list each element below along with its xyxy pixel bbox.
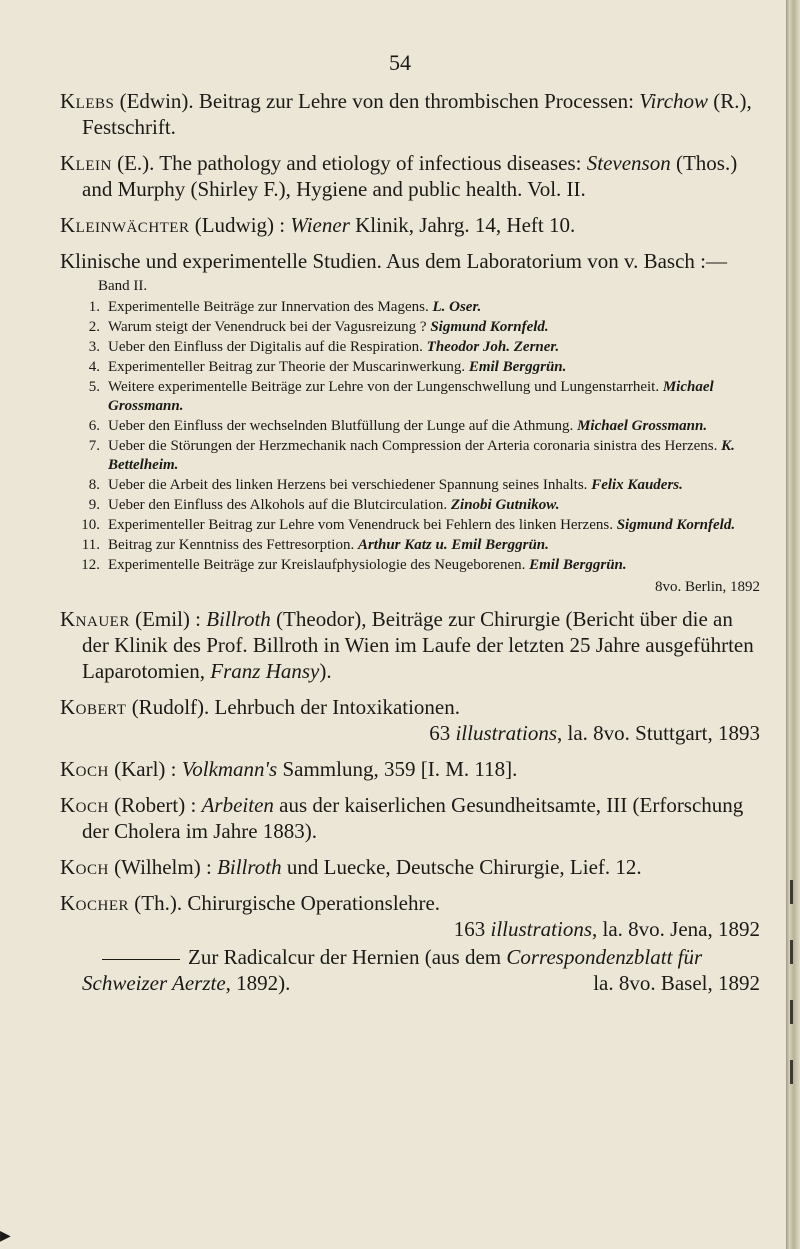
author: Koch [60, 793, 109, 817]
item-text [108, 476, 760, 495]
item-text [108, 437, 760, 475]
item-author: L. Oser. [432, 299, 482, 315]
list-item [60, 338, 760, 357]
page-number: 54 [389, 50, 411, 75]
entry-text: (Rudolf). Lehrbuch der Intoxikationen. [126, 695, 461, 719]
item-number: 2. [88, 319, 100, 335]
list-item [60, 417, 760, 436]
item-title: Experimenteller Beitrag zur Lehre vom Venendruck bei Fehlern des linken Herzens. [108, 517, 617, 533]
entry-italic: Correspondenzblatt für Schweizer Aerzte [82, 945, 703, 995]
item-text [108, 318, 760, 337]
edge-mark [790, 1000, 793, 1024]
entry-knauer [60, 606, 760, 684]
item-text [108, 496, 760, 515]
item-title: Ueber die Störungen der Herzmechanik nach Compression der Arteria coronaria sinistra des Herzens. [108, 438, 722, 454]
item-number: 11. [81, 537, 100, 553]
entry-text: (R.), Festschrift. [82, 89, 752, 139]
entry-text: (Wilhelm) : [108, 855, 218, 879]
author: Kobert [60, 695, 127, 719]
contents-list [60, 298, 760, 575]
entry-text: und Luecke, Deutsche Chirurgie, Lief. 12. [281, 855, 642, 879]
author: Knauer [60, 607, 130, 631]
imprint-text: , la. 8vo. Jena, 1892 [592, 917, 760, 941]
item-title: Ueber den Einfluss des Alkohols auf die Blutcirculation. [108, 497, 451, 513]
imprint [82, 720, 760, 746]
list-item [60, 496, 760, 515]
edge-mark [790, 1060, 793, 1084]
item-number: 12. [81, 557, 100, 573]
author: Klebs [60, 89, 115, 113]
item-author: Theodor Joh. Zerner. [426, 339, 560, 355]
entry-text: (Emil) : [129, 607, 207, 631]
item-title: Experimentelle Beiträge zur Innervation des Magens. [108, 299, 433, 315]
imprint-text: , la. 8vo. Stuttgart, 1893 [557, 721, 760, 745]
item-text [108, 536, 760, 555]
item-text [108, 417, 760, 436]
item-title: Experimenteller Beitrag zur Theorie der Muscarinwerkung. [108, 359, 469, 375]
item-number: 4. [88, 359, 100, 375]
ditto-rule [102, 959, 180, 960]
entry-text: (Thos.) and Murphy (Shirley F.), Hygiene and public health. Vol. II. [82, 151, 738, 201]
entry-klinische-title: Klinische und experimentelle Studien. Aus dem Laboratorium von v. Basch :— [60, 249, 728, 273]
item-text [108, 378, 760, 416]
entry-italic: Billroth [217, 855, 282, 879]
entry-text: (Theodor), Beiträge zur Chirurgie (Bericht über die an der Klinik des Prof. Billroth in Wien im Laufe der letzten 25 Jahre ausgeführten Laparotomien, [82, 607, 754, 683]
item-title: Ueber den Einfluss der Digitalis auf die Respiration. [108, 339, 427, 355]
entry-text: Klinik, Jahrg. 14, Heft 10. [349, 213, 576, 237]
entry-text: ). [319, 659, 332, 683]
author: Kleinwächter [60, 213, 190, 237]
item-title: Beitrag zur Kenntniss des Fettresorption. [108, 537, 358, 553]
entry-kocher [60, 890, 760, 942]
list-item [60, 437, 760, 475]
entry-koch-wilhelm [60, 854, 760, 880]
entry-italic: illustrations [490, 917, 593, 941]
list-item [60, 556, 760, 575]
list-item [60, 298, 760, 317]
item-author: Felix Kauders. [591, 477, 683, 493]
item-title: Weitere experimentelle Beiträge zur Lehre von der Lungenschwellung und Lungenstarrheit. [108, 379, 663, 395]
entry-kleinwaechter [60, 212, 760, 238]
entry-text: Zur Radicalcur der Hernien (aus dem [188, 945, 507, 969]
entry-italic: illustrations [455, 721, 557, 745]
item-author: Emil Berggrün. [529, 557, 627, 573]
entry-line [60, 694, 760, 720]
entry-text: aus der kaiserlichen Gesundheitsamte, III (Erforschung der Cholera im Jahre 1883). [82, 793, 744, 843]
item-number: 3. [88, 339, 100, 355]
list-item [60, 476, 760, 495]
imprint [82, 916, 760, 942]
item-text [108, 358, 760, 377]
item-number: 8. [88, 477, 100, 493]
imprint: 8vo. Berlin, 1892 [655, 579, 760, 595]
entry-text: (E.). The pathology and etiology of infectious diseases: [111, 151, 587, 175]
entry-italic: Arbeiten [201, 793, 274, 817]
item-number: 1. [88, 299, 100, 315]
item-text [108, 338, 760, 357]
entry-klinische [60, 248, 760, 596]
item-text [108, 516, 760, 535]
item-author: Michael Grossmann. [108, 379, 714, 414]
list-item [60, 536, 760, 555]
author: Klein [60, 151, 112, 175]
band-heading: Band II. [98, 278, 148, 294]
item-number: 7. [88, 438, 100, 454]
entry-koch-robert [60, 792, 760, 844]
list-item [60, 378, 760, 416]
entry-text: (Ludwig) : [189, 213, 291, 237]
item-number: 5. [88, 379, 100, 395]
author: Koch [60, 757, 109, 781]
imprint: la. 8vo. Basel, 1892 [593, 971, 760, 995]
item-author: K. Bettelheim. [108, 438, 735, 473]
author: Koch [60, 855, 109, 879]
entry-italic: Franz Hansy [210, 659, 320, 683]
entry-italic: Wiener [290, 213, 350, 237]
item-author: Zinobi Gutnikow. [450, 497, 560, 513]
item-author: Michael Grossmann. [577, 418, 708, 434]
entry-text: (Edwin). Beitrag zur Lehre von den thrombischen Processen: [114, 89, 640, 113]
list-item [60, 516, 760, 535]
item-title: Ueber den Einfluss der wechselnden Blutfüllung der Lunge auf die Athmung. [108, 418, 578, 434]
illustration-count: 163 [453, 917, 491, 941]
entry-text: Sammlung, 359 [I. M. 118]. [277, 757, 518, 781]
entry-text: (Th.). Chirurgische Operationslehre. [129, 891, 441, 915]
item-title: Ueber die Arbeit des linken Herzens bei verschiedener Spannung seines Inhalts. [108, 477, 592, 493]
entry-text: (Karl) : [108, 757, 182, 781]
entry-italic: Volkmann's [181, 757, 278, 781]
list-item [60, 358, 760, 377]
item-title: Experimentelle Beiträge zur Kreislaufphysiologie des Neugeborenen. [108, 557, 530, 573]
entry-kobert [60, 694, 760, 746]
entry-text: , 1892). [225, 971, 291, 995]
entry-kocher-second [60, 944, 760, 996]
item-text [108, 298, 760, 317]
item-author: Arthur Katz u. Emil Berggrün. [357, 537, 549, 553]
entry-italic: Stevenson [586, 151, 671, 175]
entry-italic: Billroth [206, 607, 271, 631]
entry-line [60, 890, 760, 916]
entry-text: (Robert) : [108, 793, 202, 817]
item-author: Sigmund Kornfeld. [430, 319, 549, 335]
item-number: 9. [88, 497, 100, 513]
illustration-count: 63 [429, 721, 456, 745]
edge-mark [790, 940, 793, 964]
author: Kocher [60, 891, 130, 915]
entry-klein [60, 150, 760, 202]
entry-koch-karl [60, 756, 760, 782]
corner-arrow-icon: ▶ [0, 1229, 11, 1244]
item-author: Emil Berggrün. [468, 359, 567, 375]
list-item [60, 318, 760, 337]
item-text [108, 556, 760, 575]
item-title: Warum steigt der Venendruck bei der Vagusreizung ? [108, 319, 431, 335]
item-number: 10. [81, 517, 100, 533]
page-edge [786, 0, 800, 1249]
bibliography [60, 88, 760, 1006]
entry-italic: Virchow [639, 89, 709, 113]
edge-mark [790, 880, 793, 904]
entry-klebs [60, 88, 760, 140]
item-author: Sigmund Kornfeld. [616, 517, 736, 533]
item-number: 6. [88, 418, 100, 434]
